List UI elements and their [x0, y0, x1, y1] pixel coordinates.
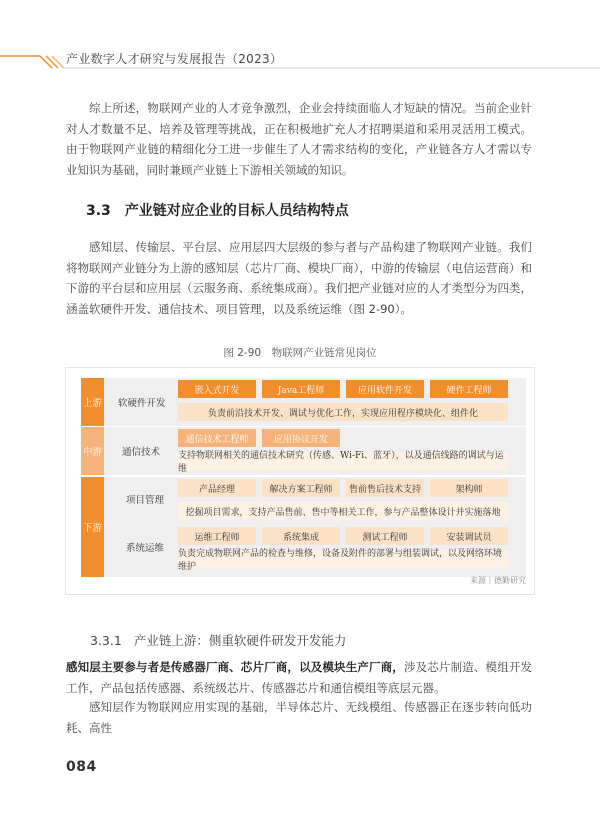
band-midstream: 中游 — [81, 427, 104, 475]
role-box: 嵌入式开发 — [178, 380, 256, 398]
role-box: 系统集成 — [262, 527, 340, 545]
section-title: 产业链对应企业的目标人员结构特点 — [124, 203, 349, 219]
body-paragraph: 感知层作为物联网应用实现的基础，半导体芯片、无线模组、传感器正在逐步转向低功耗、高性 — [66, 700, 532, 735]
role-description: 挖掘项目需求，支持产品售前、售中等相关工作，参与产品整体设计并实施落地 — [178, 502, 508, 520]
role-box: Java工程师 — [262, 380, 340, 398]
role-description: 负责前沿技术开发、调试与优化工作，实现应用程序模块化、组件化 — [178, 403, 508, 421]
section-heading — [86, 200, 349, 220]
band-downstream: 下游 — [81, 477, 104, 577]
role-box: 安装调试员 — [430, 527, 508, 545]
bold-lead-text: 感知层主要参与者是传感器厂商、芯片厂商，以及模块生产厂商， — [66, 660, 404, 674]
figure-caption: 图 2-90 物联网产业链常见岗位 — [223, 347, 377, 359]
role-box: 售前售后技术支持 — [346, 479, 424, 497]
role-box: 应用协议开发 — [262, 429, 340, 447]
role-box: 测试工程师 — [346, 527, 424, 545]
industry-chain-figure — [65, 367, 535, 595]
role-description: 支持物联网相关的通信技术研究（传感、Wi-Fi、蓝牙），以及通信线路的调试与运维 — [178, 452, 508, 470]
body-paragraph: 综上所述，物联网产业的人才竞争激烈，企业会持续面临人才短缺的情况。当前企业针对人才数量不足、培养及管理等挑战，正在积极地扩充人才招聘渠道和采用灵活用工模式。由于物联网产业链的精细化分工进一步催生了人才需求结构的变化，产业链各方人才需以专业知识为基础，同时兼顾产业链上下游相关领域的知识。 — [66, 101, 532, 177]
running-header-title: 产业数字人才研究与发展报告（2023） — [66, 52, 283, 66]
band-upstream: 上游 — [81, 378, 104, 426]
role-description: 负责完成物联网产品的检查与维修，设备及附件的部署与组装调试，以及网络环境维护 — [178, 550, 508, 568]
role-box: 产品经理 — [178, 479, 256, 497]
role-box: 解决方案工程师 — [262, 479, 340, 497]
section-number: 3.3 — [86, 203, 111, 219]
category-label: 项目管理 — [126, 495, 165, 506]
role-box: 通信技术工程师 — [178, 429, 256, 447]
page-number: 084 — [66, 759, 97, 775]
body-paragraph — [66, 657, 532, 698]
subsection-title: 产业链上游：侧重软硬件研发开发能力 — [133, 633, 347, 648]
role-box: 架构师 — [430, 479, 508, 497]
paragraph-text: 涉及芯片制造、模组开发工作，产品包括传感器、系统级芯片、传感器芯片和通信模组等底层元器。 — [66, 660, 533, 695]
category-label: 通信技术 — [122, 447, 161, 458]
category-label: 系统运维 — [126, 543, 165, 554]
figure-source: 来源｜德勤研究 — [470, 576, 526, 585]
category-label: 软硬件开发 — [118, 398, 166, 409]
subsection-heading — [90, 631, 346, 649]
body-paragraph: 感知层、传输层、平台层、应用层四大层级的参与者与产品构建了物联网产业链。我们将物联网产业链分为上游的感知层（芯片厂商、模块厂商），中游的传输层（电信运营商）和下游的平台层和应用层（云服务商、系统集成商）。我们把产业链对应的人才类型分为四类，涵盖软硬件开发、通信技术、项目管理，以及系统运维（图 2-90）。 — [66, 240, 532, 316]
role-box: 运维工程师 — [178, 527, 256, 545]
role-box: 硬件工程师 — [430, 380, 508, 398]
subsection-number: 3.3.1 — [90, 633, 122, 648]
role-box: 应用软件开发 — [346, 380, 424, 398]
